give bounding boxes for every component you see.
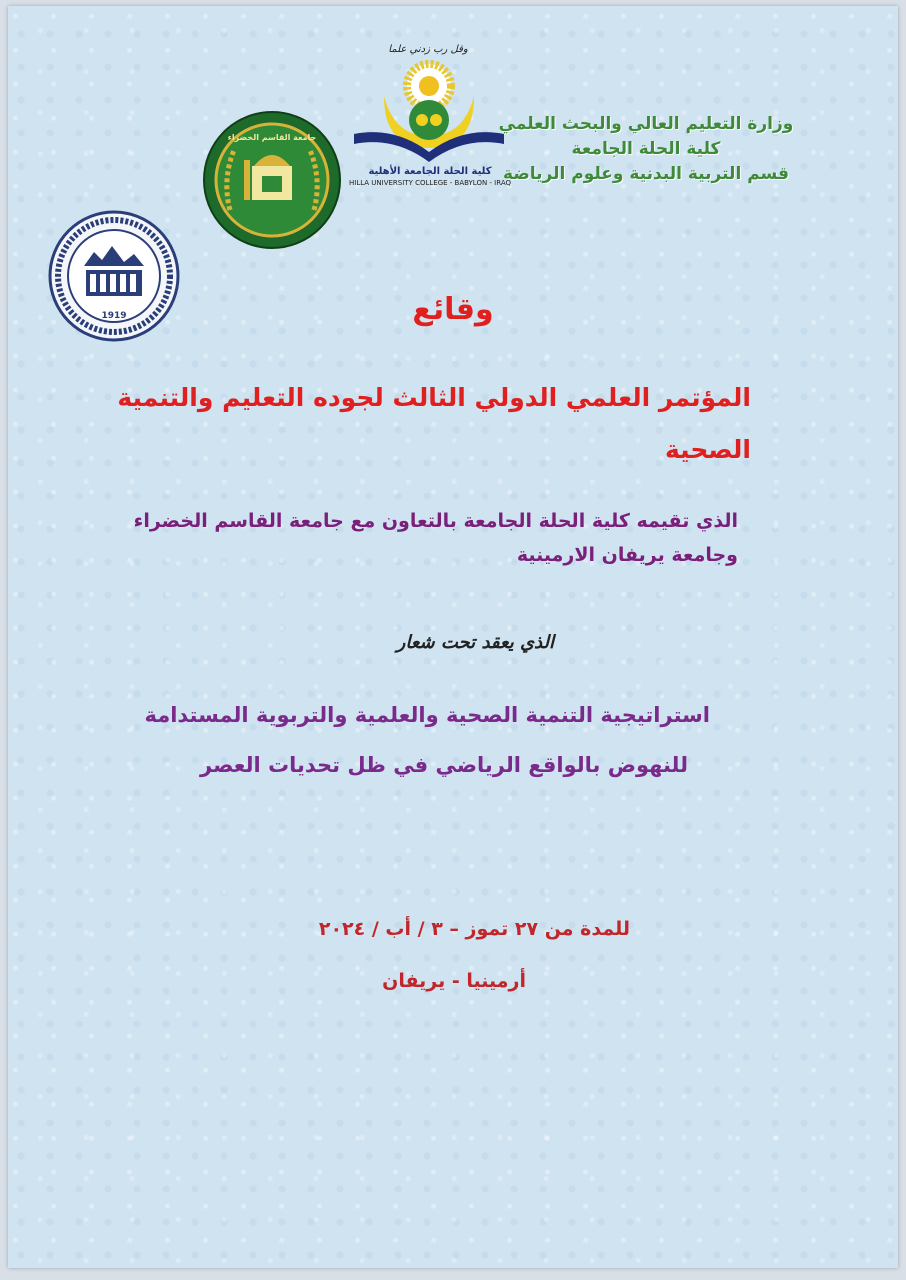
qasim-name: جامعة القاسم الخضراء	[227, 133, 317, 142]
ministry-header	[486, 112, 806, 187]
conference-date: للمدة من ٢٧ تموز – ٣ / أب / ٢٠٢٤	[318, 918, 630, 940]
yerevan-year: 1919	[101, 311, 127, 321]
slogan-text	[144, 690, 710, 790]
college-line: كلية الحلة الجامعة	[571, 139, 721, 159]
conference-location: أرمينيا - يريفان	[382, 970, 526, 992]
slogan-label: الذي يعقد تحت شعار	[396, 632, 554, 653]
slogan-line-2: للنهوض بالواقع الرياضي في ظل تحديات العصر	[200, 753, 688, 777]
hilla-caption-en: HILLA UNIVERSITY COLLEGE - BABYLON - IRAQ	[348, 179, 511, 187]
organizer-line-2: وجامعة يريفان الارمينية	[516, 544, 738, 566]
conference-title-line-1: المؤتمر العلمي الدولي الثالث لجوده التعليم والتنمية	[117, 383, 751, 412]
ministry-line: وزارة التعليم العالي والبحث العلمي	[498, 114, 794, 134]
organizer-line-1: الذي تقيمه كلية الحلة الجامعة بالتعاون مع جامعة القاسم الخضراء	[133, 510, 738, 532]
conference-title	[117, 372, 751, 476]
hilla-motto: وقل رب زدني علما	[388, 44, 468, 55]
proceedings-heading: وقائع	[412, 292, 494, 327]
slogan-line-1: استراتيجية التنمية الصحية والعلمية والتربوية المستدامة	[144, 703, 710, 727]
hilla-caption-ar: كلية الحلة الجامعة الأهلية	[368, 166, 492, 177]
conference-title-line-2: الصحية	[665, 435, 751, 464]
organizer-text	[134, 504, 738, 572]
department-line: قسم التربية البدنية وعلوم الرياضة	[503, 164, 789, 184]
qasim-university-logo	[200, 110, 344, 250]
